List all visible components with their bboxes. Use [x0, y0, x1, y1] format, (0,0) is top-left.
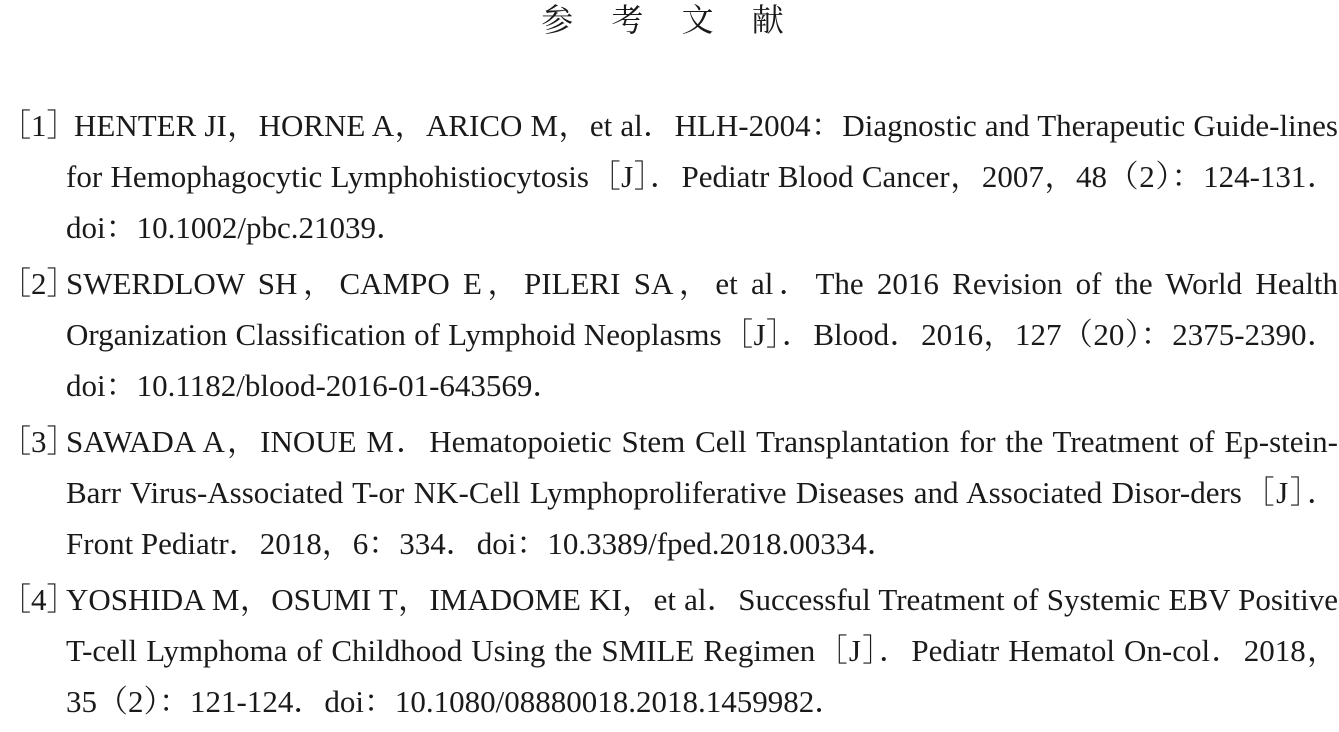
reference-text: SWERDLOW SH，CAMPO E，PILERI SA，et al．The 2016 Revision of the World Health Organization Classification of Lymphoid Neoplasms［J］．Blood．2016，127（20）：2375-2390．doi：10.1182/blood-2016-01-643569．: [66, 266, 1338, 403]
reference-number: ［4］: [0, 582, 78, 617]
reference-item-4: [0, 574, 1339, 728]
reference-item-2: [0, 258, 1339, 412]
reference-item-3: [0, 416, 1339, 570]
reference-text: SAWADA A，INOUE M．Hematopoietic Stem Cell Transplantation for the Treatment of Ep-stein-Barr Virus-Associated T-or NK-Cell Lymphoproliferative Diseases and Associated Disor-ders［J］．Front Pediatr．2018，6：334．doi：10.3389/fped.2018.00334．: [66, 424, 1338, 561]
reference-list: [0, 100, 1339, 732]
reference-number: ［3］: [0, 424, 78, 459]
reference-text: HENTER JI，HORNE A，ARICO M，et al．HLH-2004：Diagnostic and Therapeutic Guide-lines for Hemophagocytic Lymphohistiocytosis［J］．Pediatr Blood Cancer，2007，48（2）：124-131．doi：10.1002/pbc.21039．: [66, 108, 1338, 245]
reference-item-1: [0, 100, 1339, 254]
reference-number: ［2］: [0, 266, 78, 301]
reference-text: YOSHIDA M，OSUMI T，IMADOME KI，et al．Successful Treatment of Systemic EBV Positive T-cell Lymphoma of Childhood Using the SMILE Regimen［J］．Pediatr Hematol On-col．2018，35（2）：121-124．doi：10.1080/08880018.2018.1459982．: [66, 582, 1338, 719]
reference-number: ［1］: [0, 108, 78, 143]
references-title: 参 考 文 献: [541, 1, 798, 39]
